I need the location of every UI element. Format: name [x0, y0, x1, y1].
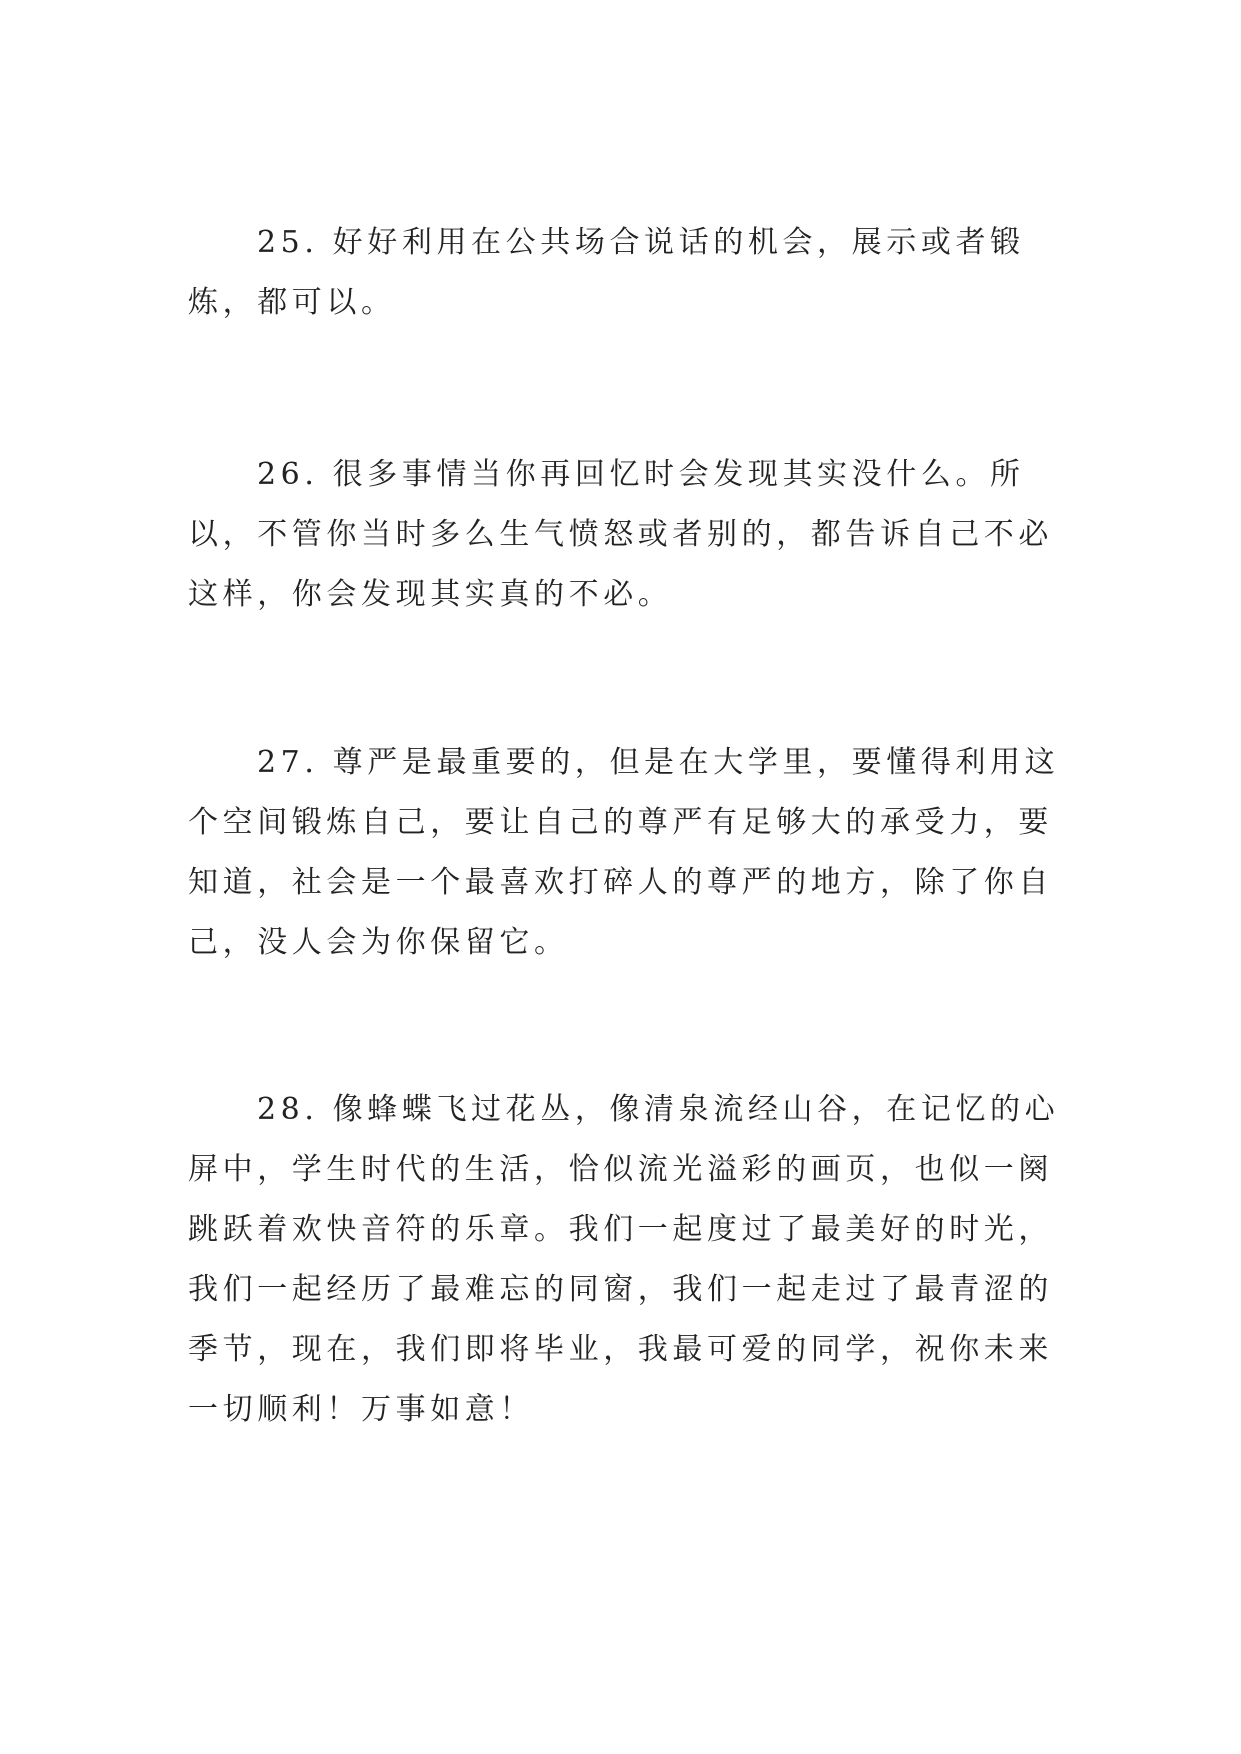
paragraph-28: 28. 像蜂蝶飞过花丛，像清泉流经山谷，在记忆的心屏中，学生时代的生活，恰似流光溢彩的画页，也似一阕跳跃着欢快音符的乐章。我们一起度过了最美好的时光，我们一起经历了最难忘的同窗，我们一起走过了最青涩的季节，现在，我们即将毕业，我最可爱的同学，祝你未来一切顺利！万事如意！ [188, 1092, 1060, 1427]
paragraph-26: 26. 很多事情当你再回忆时会发现其实没什么。所以，不管你当时多么生气愤怒或者别的，都告诉自己不必这样，你会发现其实真的不必。 [188, 457, 1053, 612]
paragraph-27: 27. 尊严是最重要的，但是在大学里，要懂得利用这个空间锻炼自己，要让自己的尊严有足够大的承受力，要知道，社会是一个最喜欢打碎人的尊严的地方，除了你自己，没人会为你保留它。 [188, 745, 1060, 960]
paragraph-25: 25. 好好利用在公共场合说话的机会，展示或者锻炼，都可以。 [188, 225, 1025, 320]
